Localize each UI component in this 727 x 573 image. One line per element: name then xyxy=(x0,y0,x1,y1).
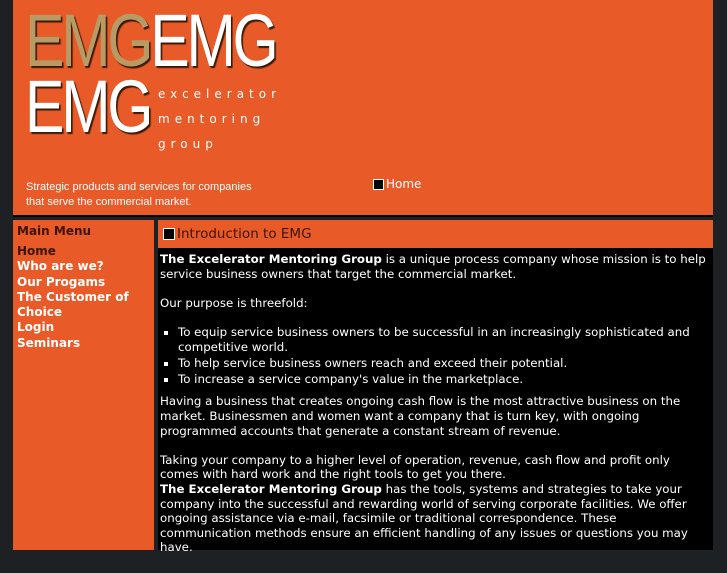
list-item: ▪ To increase a service company's value in the marketplace. xyxy=(178,372,711,387)
sidebar-item-home[interactable]: Home xyxy=(17,244,56,258)
logo-words xyxy=(158,82,281,157)
list-item: ▪ To equip service business owners to be successful in an increasingly sophisticated and competitive world. xyxy=(178,325,711,354)
paragraph: Our purpose is threefold: xyxy=(160,295,308,310)
page-title: Introduction to EMG xyxy=(177,226,312,242)
sidebar-item-login[interactable]: Login xyxy=(17,320,55,335)
paragraph: Taking your company to a higher level of operation, revenue, cash flow and profit only comes with hard work and the right tools to get you there. xyxy=(160,452,670,482)
sidebar-item-who-are-we[interactable]: Who are we? xyxy=(17,259,104,274)
paragraph-text: has the tools, systems and strategies to take your company into the successful and rewarding world of serving corporate facilities. We offer ongoing assistance via e-mail, facsimile or traditional correspondence. These communication methods ensure an efficient handling of any issues or questions you may have. xyxy=(160,481,688,555)
square-bullet-icon xyxy=(373,179,384,190)
home-link-label: Home xyxy=(386,177,422,191)
paragraph xyxy=(160,482,711,555)
paragraph: Having a business that creates ongoing cash flow is the most attractive business on the market. Businessmen and women want a company that is turn key, with ongoing programmed accounts that generate a constant stream of revenue. xyxy=(160,394,681,438)
logo-text: EMG xyxy=(25,0,151,82)
logo-word: mentoring xyxy=(158,112,266,126)
article xyxy=(158,248,713,573)
header-home-link[interactable] xyxy=(373,177,421,191)
company-name: The Excelerator Mentoring Group xyxy=(160,481,382,496)
purpose-list xyxy=(160,325,711,386)
main-content xyxy=(158,220,713,555)
paragraph xyxy=(160,252,711,281)
logo-word: group xyxy=(158,137,218,151)
square-bullet-icon xyxy=(163,228,175,240)
list-item: ▪ To help service business owners reach and exceed their potential. xyxy=(178,356,711,371)
sidebar-item-seminars[interactable]: Seminars xyxy=(17,335,81,350)
logo-text: EMG xyxy=(150,0,276,82)
logo-word: excelerator xyxy=(158,87,282,101)
sidebar-title: Main Menu xyxy=(17,224,92,238)
company-name: The Excelerator Mentoring Group xyxy=(160,252,382,266)
header xyxy=(13,0,713,217)
paragraph-text: is a unique process company whose mission is to help service business owners that target the commercial market. xyxy=(160,252,706,281)
section-title-bar xyxy=(158,220,713,248)
sidebar-item-programs[interactable]: Our Progams xyxy=(17,274,106,289)
logo-text: EMG xyxy=(25,65,151,148)
tagline-line: Strategic products and services for companies xyxy=(26,181,252,193)
sidebar-item-customer-of-choice[interactable]: The Customer of Choice xyxy=(17,289,129,320)
tagline-line: that serve the commercial market. xyxy=(26,196,192,208)
sidebar xyxy=(13,220,154,550)
tagline xyxy=(26,180,252,210)
